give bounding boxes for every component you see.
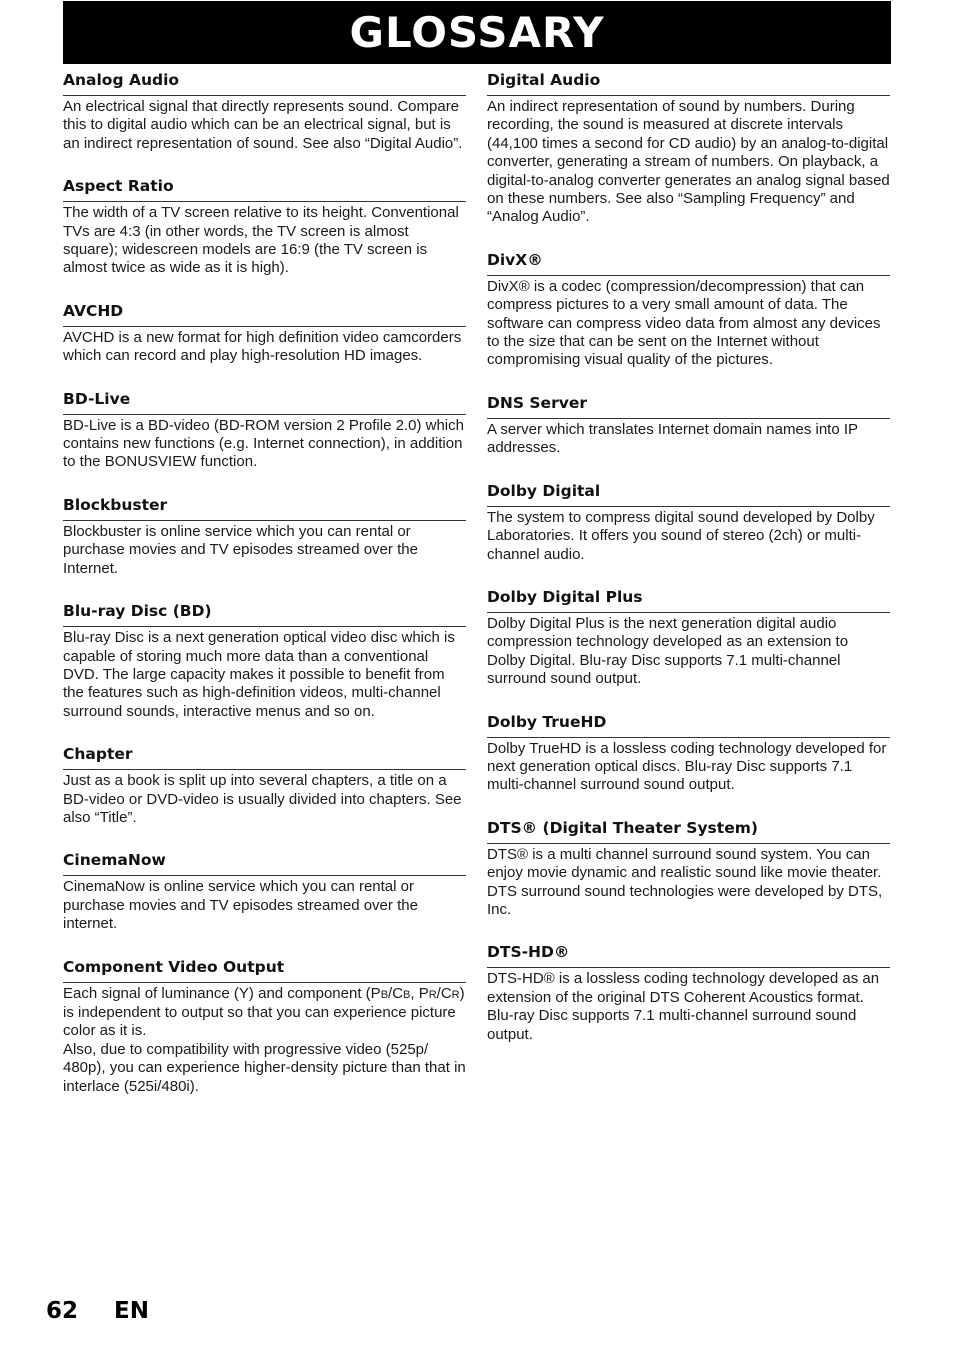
glossary-definition: A server which translates Internet domain names into IP addresses. [487, 420, 858, 457]
signal-p: , P [410, 984, 429, 1002]
glossary-term: DNS Server [487, 393, 890, 419]
page-footer [46, 1298, 149, 1324]
glossary-definition: Dolby TrueHD is a lossless coding technology developed for next generation optical discs. Blu-ray Disc supports 7.1 multi-channel surround sound output. [487, 739, 887, 794]
glossary-definition: An indirect representation of sound by numbers. During recording, the sound is measured at discrete intervals (44,100 times a second for CD audio) by an analog-to-digital converter, generating a stream of numbers. On playback, a digital-to-analog converter generates an analog signal based on these numbers. See also “Sampling Frequency” and “Analog Audio”. [487, 98, 890, 226]
definition-text: Each signal of luminance (Y) and component ( [63, 984, 371, 1002]
glossary-term: Dolby Digital [487, 481, 890, 507]
glossary-term: CinemaNow [63, 850, 466, 876]
signal-subscript: B [380, 988, 389, 1001]
signal-subscript: B [403, 988, 411, 1001]
glossary-term: Digital Audio [487, 70, 890, 96]
glossary-term: BD-Live [63, 389, 466, 415]
glossary-term: Component Video Output [63, 957, 466, 983]
language-label: EN [114, 1298, 149, 1324]
glossary-entry-dolby-digital [487, 481, 890, 564]
definition-text: ) is independent to output so that you can experience picture color as it is. [63, 984, 465, 1040]
glossary-entry-analog-audio [63, 70, 466, 153]
glossary-definition: Just as a book is split up into several chapters, a title on a BD-video or DVD-video is usually divided into chapters. See also “Title”. [63, 772, 462, 826]
glossary-entry-dts [487, 818, 890, 920]
glossary-term: Chapter [63, 744, 466, 770]
glossary-entry-component-video-output [63, 957, 466, 1096]
right-column [487, 70, 890, 1067]
glossary-entry-avchd [63, 301, 466, 366]
signal-p: P [370, 984, 381, 1002]
glossary-definition: An electrical signal that directly represents sound. Compare this to digital audio which can be an electrical signal, but is an indirect representation of sound. See also “Digital Audio”. [63, 98, 463, 152]
signal-c: /C [388, 984, 404, 1002]
glossary-definition: BD-Live is a BD-video (BD-ROM version 2 Profile 2.0) which contains new functions (e.g. Internet connection), in addition to the BONUSVIEW function. [63, 416, 464, 471]
glossary-definition: Dolby Digital Plus is the next generation digital audio compression technology developed as an extension to Dolby Digital. Blu-ray Disc supports 7.1 multi-channel surround sound output. [487, 614, 849, 688]
glossary-entry-bd-live [63, 389, 466, 472]
glossary-definition: DivX® is a codec (compression/decompression) that can compress pictures to a very small amount of data. The software can compress video data from almost any devices to the size that can be sent on the Internet without compromising visual quality of the pictures. [487, 277, 881, 369]
glossary-entry-digital-audio [487, 70, 890, 227]
glossary-definition-continued: Also, due to compatibility with progressive video (525p/ 480p), you can experience higher-density picture than that in interlace (525i/480i). [63, 1040, 466, 1095]
glossary-term: Blu-ray Disc (BD) [63, 601, 466, 627]
glossary-term: DTS-HD® [487, 942, 890, 968]
glossary-entry-dts-hd [487, 942, 890, 1044]
glossary-term: Dolby Digital Plus [487, 587, 890, 613]
glossary-entry-aspect-ratio [63, 176, 466, 278]
glossary-term: Analog Audio [63, 70, 466, 96]
glossary-definition: Blu-ray Disc is a next generation optical video disc which is capable of storing much more data than a conventional DVD. The large capacity makes it possible to benefit from the features such as high-definition videos, multi-channel surround sounds, interactive menus and so on. [63, 629, 455, 720]
glossary-definition: AVCHD is a new format for high definition video camcorders which can record and play high-resolution HD images. [63, 328, 462, 365]
page-title: GLOSSARY [349, 7, 605, 57]
glossary-definition: DTS-HD® is a lossless coding technology developed as an extension of the original DTS Coherent Acoustics format. Blu-ray Disc supports 7.1 multi-channel surround sound output. [487, 970, 880, 1043]
glossary-definition: The system to compress digital sound developed by Dolby Laboratories. It offers you sound of stereo (2ch) or multi-channel audio. [487, 508, 875, 563]
glossary-entry-blockbuster [63, 495, 466, 578]
glossary-term: Dolby TrueHD [487, 712, 890, 738]
glossary-definition: DTS® is a multi channel surround sound system. You can enjoy movie dynamic and realistic sound like movie theater. DTS surround sound technologies were developed by DTS, Inc. [487, 845, 883, 918]
glossary-entry-chapter [63, 744, 466, 827]
signal-subscript: R [451, 988, 460, 1001]
page-title-bar [63, 1, 891, 64]
glossary-term: Aspect Ratio [63, 176, 466, 202]
glossary-definition [63, 985, 466, 1041]
glossary-entry-dolby-digital-plus [487, 587, 890, 689]
glossary-entry-blu-ray-disc [63, 601, 466, 721]
glossary-term: DTS® (Digital Theater System) [487, 818, 890, 844]
glossary-term: AVCHD [63, 301, 466, 327]
glossary-term: DivX® [487, 250, 890, 276]
glossary-entry-cinemanow [63, 850, 466, 933]
glossary-entry-divx [487, 250, 890, 370]
left-column [63, 70, 466, 1119]
signal-subscript: R [428, 988, 437, 1001]
glossary-entry-dns-server [487, 393, 890, 458]
glossary-definition: The width of a TV screen relative to its height. Conventional TVs are 4:3 (in other words, the TV screen is almost square); widescreen models are 16:9 (the TV screen is almost twice as wide as it is high). [63, 204, 459, 277]
glossary-definition: Blockbuster is online service which you can rental or purchase movies and TV episodes streamed over the Internet. [63, 522, 418, 577]
glossary-entry-dolby-truehd [487, 712, 890, 795]
glossary-definition: CinemaNow is online service which you can rental or purchase movies and TV episodes streamed over the internet. [63, 878, 418, 933]
signal-c: /C [436, 984, 452, 1002]
page-number: 62 [46, 1298, 79, 1324]
glossary-term: Blockbuster [63, 495, 466, 521]
